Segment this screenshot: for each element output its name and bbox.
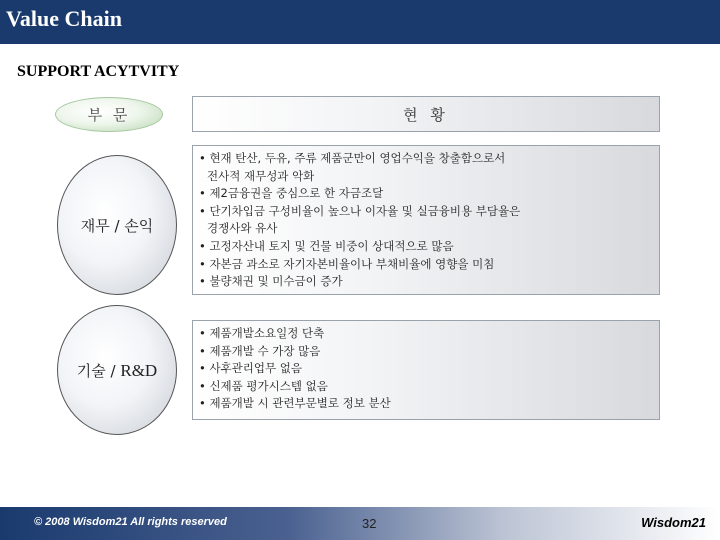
list-item: • 단기차입금 구성비율이 높으나 이자율 및 실금융비용 부담율은 (199, 203, 521, 218)
header-bar (0, 0, 720, 44)
list-item: • 사후관리업무 없음 (199, 361, 302, 376)
tech-label (77, 360, 157, 381)
list-item: • 불량채권 및 미수금이 증가 (199, 274, 343, 289)
finance-bullet-list (199, 150, 520, 291)
list-item: • 자본금 과소로 자기자본비율이나 부채비율에 영향을 미침 (199, 256, 495, 271)
finance-oval (57, 155, 177, 295)
tech-oval (57, 305, 177, 435)
list-item: • 신제품 평가시스템 없음 (199, 378, 328, 393)
finance-status-box (192, 145, 660, 295)
list-item: • 현재 탄산, 두유, 주류 제품군만이 영업수익을 창출함으로서 (199, 151, 506, 165)
status-header-box (192, 96, 660, 132)
finance-label: 재무 / 손익 (80, 216, 154, 235)
section-title: SUPPORT ACYTVITY (17, 63, 180, 80)
tech-label-suffix: R&D (120, 360, 158, 380)
brand-logo-text: Wisdom21 (641, 515, 706, 530)
status-header-label: 현 황 (403, 105, 449, 124)
tech-label-prefix: 기술 / (76, 361, 121, 380)
tech-status-box (192, 320, 660, 420)
copyright-text: © 2008 Wisdom21 All rights reserved (34, 516, 227, 528)
list-item: • 제품개발 시 관련부문별로 정보 분산 (199, 396, 391, 411)
department-header-oval (55, 97, 163, 132)
list-item: 전사적 재무성과 악화 (207, 168, 315, 183)
footer-bar (0, 507, 720, 540)
list-item: 경쟁사와 유사 (207, 221, 278, 236)
list-item: • 제품개발소요일정 단축 (199, 326, 325, 340)
tech-bullet-list (199, 325, 391, 413)
list-item: • 제품개발 수 가장 많음 (199, 343, 321, 358)
page-title: Value Chain (6, 6, 122, 31)
department-header-label: 부 문 (87, 106, 131, 124)
page-number: 32 (362, 516, 377, 531)
list-item: • 고정자산내 토지 및 건물 비중이 상대적으로 많음 (199, 238, 454, 253)
list-item: • 제2금융권을 중심으로 한 자금조달 (199, 186, 384, 201)
